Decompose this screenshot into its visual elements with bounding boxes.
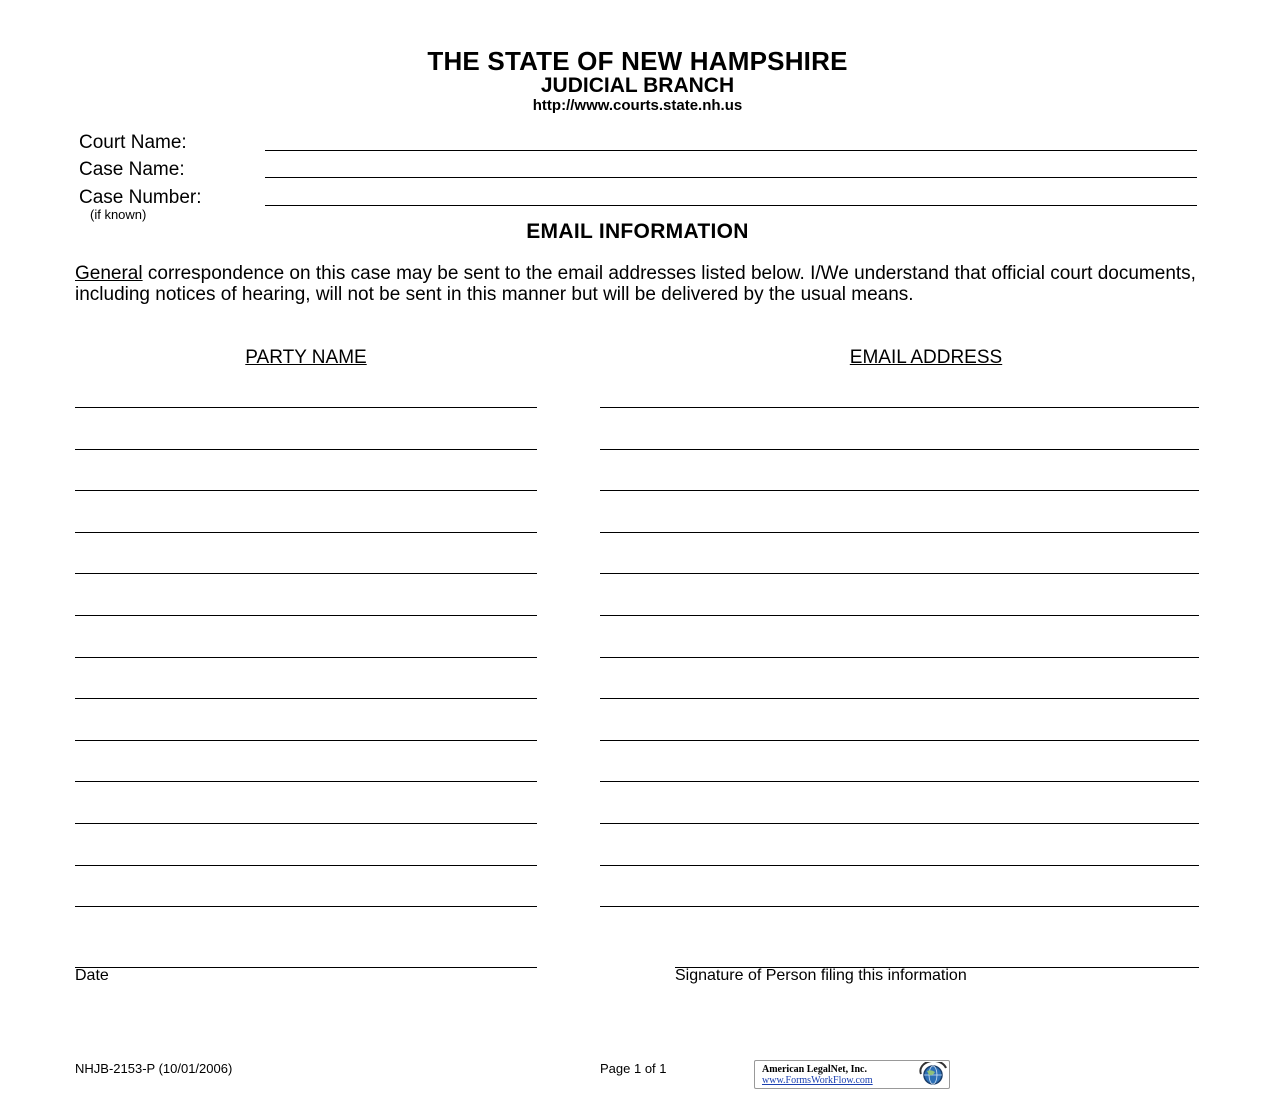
email-address-line[interactable] bbox=[600, 532, 1199, 533]
email-address-line[interactable] bbox=[600, 657, 1199, 658]
party-name-line[interactable] bbox=[75, 781, 537, 782]
page-number: Page 1 of 1 bbox=[600, 1061, 667, 1076]
email-address-line[interactable] bbox=[600, 906, 1199, 907]
date-line[interactable] bbox=[75, 967, 537, 968]
case-number-line[interactable] bbox=[265, 205, 1197, 206]
party-name-line[interactable] bbox=[75, 573, 537, 574]
vendor-name: American LegalNet, Inc. bbox=[762, 1064, 867, 1075]
party-name-line[interactable] bbox=[75, 906, 537, 907]
email-address-line[interactable] bbox=[600, 407, 1199, 408]
email-address-line[interactable] bbox=[600, 449, 1199, 450]
email-address-line[interactable] bbox=[600, 698, 1199, 699]
email-address-line[interactable] bbox=[600, 490, 1199, 491]
party-name-header: PARTY NAME bbox=[245, 347, 367, 368]
party-name-line[interactable] bbox=[75, 449, 537, 450]
party-name-line[interactable] bbox=[75, 698, 537, 699]
case-name-label: Case Name: bbox=[79, 159, 185, 180]
email-address-line[interactable] bbox=[600, 781, 1199, 782]
globe-icon bbox=[913, 1062, 947, 1087]
instructions-paragraph bbox=[75, 263, 1205, 305]
case-number-label: Case Number: bbox=[79, 187, 202, 208]
email-address-header: EMAIL ADDRESS bbox=[849, 347, 1003, 368]
party-name-line[interactable] bbox=[75, 823, 537, 824]
vendor-badge[interactable] bbox=[754, 1060, 950, 1089]
party-name-line[interactable] bbox=[75, 532, 537, 533]
party-name-line[interactable] bbox=[75, 490, 537, 491]
party-name-line[interactable] bbox=[75, 407, 537, 408]
vendor-url[interactable]: www.FormsWorkFlow.com bbox=[762, 1075, 873, 1086]
email-address-line[interactable] bbox=[600, 823, 1199, 824]
signature-label: Signature of Person filing this information bbox=[675, 967, 967, 984]
court-name-label: Court Name: bbox=[79, 132, 187, 153]
paragraph-body: correspondence on this case may be sent to the email addresses listed below. I/We understand that official court documents, including notices of hearing, will not be sent in this manner but will be delivered by the usual means. bbox=[75, 263, 1196, 305]
party-name-line[interactable] bbox=[75, 740, 537, 741]
date-label: Date bbox=[75, 967, 109, 984]
case-name-line[interactable] bbox=[265, 177, 1197, 178]
form-subtitle: JUDICIAL BRANCH bbox=[540, 74, 735, 97]
email-address-line[interactable] bbox=[600, 740, 1199, 741]
court-website-url: http://www.courts.state.nh.us bbox=[532, 97, 743, 114]
party-name-line[interactable] bbox=[75, 865, 537, 866]
section-title: EMAIL INFORMATION bbox=[526, 220, 749, 243]
email-address-line[interactable] bbox=[600, 865, 1199, 866]
paragraph-lead: General bbox=[75, 263, 143, 284]
party-name-line[interactable] bbox=[75, 657, 537, 658]
case-number-note: (if known) bbox=[90, 207, 147, 222]
party-name-line[interactable] bbox=[75, 615, 537, 616]
court-name-line[interactable] bbox=[265, 150, 1197, 151]
email-address-line[interactable] bbox=[600, 615, 1199, 616]
form-title: THE STATE OF NEW HAMPSHIRE bbox=[427, 46, 848, 76]
email-address-line[interactable] bbox=[600, 573, 1199, 574]
form-id: NHJB-2153-P (10/01/2006) bbox=[75, 1061, 233, 1076]
